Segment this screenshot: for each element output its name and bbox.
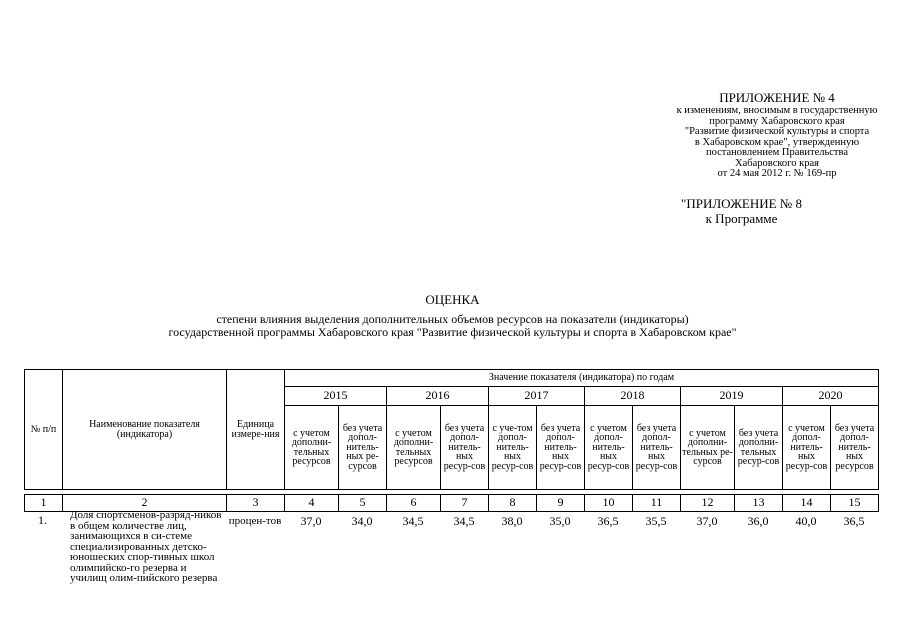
indicator-value: 34,5 bbox=[402, 514, 424, 528]
indicator-value: 35,5 bbox=[645, 514, 667, 528]
col-number: 13 bbox=[735, 495, 783, 512]
col-header-name: Наименование показателя (индикатора) bbox=[63, 370, 227, 490]
indicator-value: 38,0 bbox=[501, 514, 523, 528]
sub-header: с учетом допол-нитель-ных ресур-сов bbox=[585, 406, 633, 490]
subtitle-line-1: степени влияния выделения дополнительных объемов ресурсов на показатели (индикаторы) bbox=[216, 312, 689, 326]
col-number: 11 bbox=[633, 495, 681, 512]
col-header-group: Значение показателя (индикатора) по годам bbox=[285, 370, 879, 387]
appendix-block bbox=[612, 90, 905, 180]
indicator-value: 37,0 bbox=[300, 514, 322, 528]
indicator-value: 34,5 bbox=[453, 514, 475, 528]
appendix-line: Хабаровского края bbox=[735, 157, 819, 169]
col-number: 1 bbox=[25, 495, 63, 512]
col-header-num: № п/п bbox=[25, 370, 63, 490]
program-appendix-title: "ПРИЛОЖЕНИЕ № 8 bbox=[681, 196, 802, 211]
year-header: 2019 bbox=[681, 387, 783, 406]
appendix-line: к изменениям, вносимым в государственную bbox=[676, 105, 878, 116]
row-number: 1. bbox=[38, 513, 47, 527]
program-appendix-sub: к Программе bbox=[705, 211, 778, 226]
sub-header: без учета допол-нитель-ных ре-сурсов bbox=[339, 406, 387, 490]
appendix-line: в Хабаровском крае", утвержденную bbox=[694, 136, 860, 148]
indicator-value: 37,0 bbox=[696, 514, 718, 528]
year-header: 2016 bbox=[387, 387, 489, 406]
indicator-value: 34,0 bbox=[351, 514, 373, 528]
indicator-unit: процен-тов bbox=[228, 515, 282, 527]
col-number: 4 bbox=[285, 495, 339, 512]
col-number: 5 bbox=[339, 495, 387, 512]
col-number: 3 bbox=[227, 495, 285, 512]
col-number: 2 bbox=[63, 495, 227, 512]
col-number: 8 bbox=[489, 495, 537, 512]
sub-header: без учета допол-нитель-ных ресур-сов bbox=[441, 406, 489, 490]
indicator-value: 40,0 bbox=[795, 514, 817, 528]
document-subtitle bbox=[40, 313, 865, 339]
appendix-title: ПРИЛОЖЕНИЕ № 4 bbox=[719, 90, 835, 105]
indicator-table-body bbox=[24, 510, 878, 584]
indicator-value: 36,5 bbox=[597, 514, 619, 528]
indicator-value: 35,0 bbox=[549, 514, 571, 528]
program-appendix bbox=[664, 196, 819, 226]
indicator-name: Доля спортсменов-разряд-ников в общем количестве лиц, занимающихся в си-стеме специализированных детско-юношеских спор-тивных школ олимпийско-го резерва и училищ олим-пийского резерва bbox=[70, 509, 222, 584]
sub-header: без учета допол-нитель-ных ресурсов bbox=[831, 406, 879, 490]
sub-header: с учетом дополни-тельных ресурсов bbox=[285, 406, 339, 490]
year-header: 2015 bbox=[285, 387, 387, 406]
year-header: 2020 bbox=[783, 387, 879, 406]
year-header: 2018 bbox=[585, 387, 681, 406]
sub-header: без учета допол-нитель-ных ресур-сов bbox=[537, 406, 585, 490]
sub-header: без учета допол-нитель-ных ресур-сов bbox=[633, 406, 681, 490]
indicator-table-header bbox=[24, 369, 879, 512]
sub-header: с учетом допол-нитель-ных ресур-сов bbox=[783, 406, 831, 490]
subtitle-line-2: государственной программы Хабаровского края "Развитие физической культуры и спорта в Хабаровском крае" bbox=[168, 325, 737, 339]
appendix-line: "Развитие физической культуры и спорта bbox=[684, 126, 870, 137]
sub-header: с учетом дополни-тельных ре-сурсов bbox=[681, 406, 735, 490]
col-number: 15 bbox=[831, 495, 879, 512]
sub-header: с уче-том допол-нитель-ных ресур-сов bbox=[489, 406, 537, 490]
indicator-value: 36,5 bbox=[843, 514, 865, 528]
col-header-unit: Единица измере-ния bbox=[227, 370, 285, 490]
col-number: 7 bbox=[441, 495, 489, 512]
indicator-value: 36,0 bbox=[747, 514, 769, 528]
appendix-line: постановлением Правительства bbox=[705, 147, 848, 158]
document-title: ОЦЕНКА bbox=[425, 292, 480, 307]
year-header: 2017 bbox=[489, 387, 585, 406]
sub-header: с учетом дополни-тельных ресурсов bbox=[387, 406, 441, 490]
appendix-line: от 24 мая 2012 г. № 169-пр bbox=[717, 168, 837, 179]
table-row bbox=[24, 510, 878, 584]
col-number: 14 bbox=[783, 495, 831, 512]
appendix-line: программу Хабаровского края bbox=[709, 115, 845, 127]
sub-header: без учета дополни-тельных ресур-сов bbox=[735, 406, 783, 490]
col-number: 12 bbox=[681, 495, 735, 512]
col-number: 10 bbox=[585, 495, 633, 512]
col-number: 9 bbox=[537, 495, 585, 512]
col-number: 6 bbox=[387, 495, 441, 512]
